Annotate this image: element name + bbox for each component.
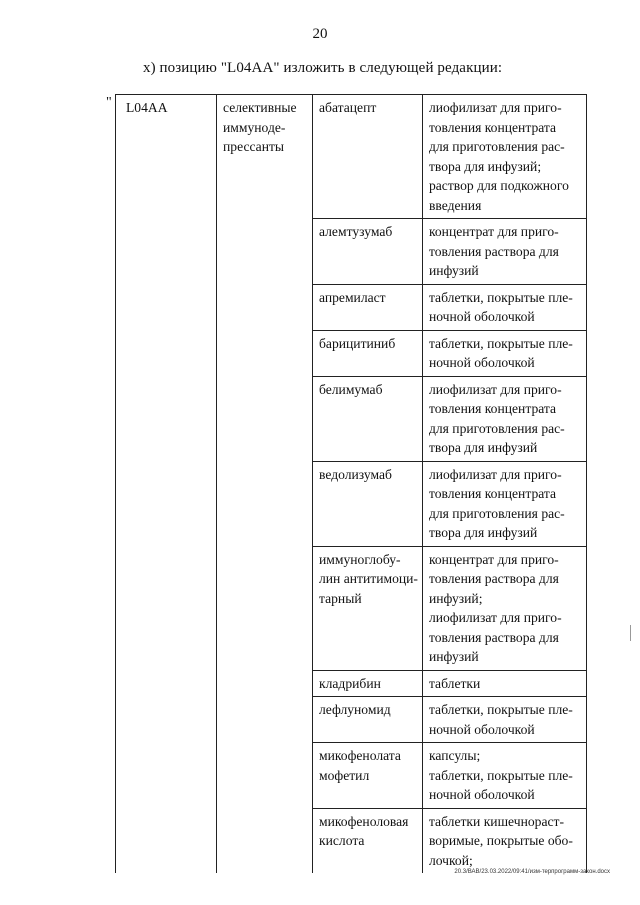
drug-name-line: иммуноглобу- <box>319 551 401 567</box>
dosage-form-line: товления раствора для <box>428 243 559 259</box>
table-body <box>116 95 587 874</box>
dosage-form-line: воримые, покрытые обо- <box>428 833 573 848</box>
dosage-form-line: ночной оболочкой <box>428 309 535 324</box>
drug-name-cell <box>313 376 423 461</box>
pharmacological-group-cell <box>217 95 313 874</box>
dosage-form-cell <box>422 808 586 873</box>
table-row <box>116 95 587 219</box>
dosage-form-line: ночной оболочкой <box>428 787 535 802</box>
drug-name-cell <box>313 219 423 285</box>
dosage-form-line: введения <box>428 197 482 213</box>
drug-name-cell <box>313 461 423 546</box>
drug-name-cell <box>313 284 423 330</box>
opening-quote: " <box>106 95 112 110</box>
dosage-form-line: таблетки кишечнораст- <box>428 813 564 829</box>
dosage-form-line: твора для инфузий <box>428 525 538 540</box>
drug-name-line: микофенолата <box>319 748 401 763</box>
dosage-form-line: ночной оболочкой <box>428 721 535 737</box>
amendment-intro: х) позицию "L04AA" изложить в следующей редакции: <box>143 60 503 76</box>
drug-name-line: ведолизумаб <box>319 466 392 482</box>
dosage-form-line: для приготовления рас- <box>428 505 565 521</box>
dosage-form-line: лиофилизат для приго- <box>428 100 562 115</box>
dosage-form-line: концентрат для приго- <box>428 224 559 239</box>
group-line: селективные <box>223 100 297 115</box>
drug-name-line: тарный <box>319 590 362 606</box>
dosage-form-line: капсулы; <box>428 748 481 763</box>
dosage-form-cell <box>422 670 586 697</box>
drug-name-cell <box>313 670 423 697</box>
dosage-form-line: таблетки, покрытые пле- <box>428 767 573 783</box>
drug-name-cell <box>313 546 423 670</box>
dosage-form-cell <box>422 284 586 330</box>
dosage-form-line: товления раствора для <box>428 571 559 586</box>
drug-name-line: абатацепт <box>319 100 377 115</box>
dosage-form-line: лиофилизат для приго- <box>428 610 562 625</box>
margin-mark <box>630 625 631 641</box>
dosage-form-line: товления раствора для <box>428 629 559 645</box>
drug-name-cell <box>313 697 423 743</box>
dosage-form-line: лиофилизат для приго- <box>428 466 562 482</box>
dosage-form-line: твора для инфузий <box>428 440 538 455</box>
drug-name-line: апремиласт <box>319 289 386 305</box>
dosage-form-cell <box>422 697 586 743</box>
page-number: 20 <box>312 26 328 42</box>
drug-name-cell <box>313 330 423 376</box>
dosage-form-line: раствор для подкожного <box>428 178 569 193</box>
dosage-form-line: таблетки, покрытые пле- <box>428 335 573 351</box>
dosage-form-cell <box>422 461 586 546</box>
dosage-form-cell <box>422 95 586 219</box>
atc-code-cell: L04AA <box>116 95 217 874</box>
dosage-form-line: таблетки, покрытые пле- <box>428 289 573 305</box>
footer-file-path: 20.3/ВАВ/23.03.2022/09:41/изм-терпрограмм-закон.docx <box>454 869 610 875</box>
dosage-form-line: ночной оболочкой <box>428 355 535 370</box>
dosage-form-line: для приготовления рас- <box>428 139 565 154</box>
dosage-form-line: таблетки <box>428 675 481 691</box>
dosage-form-line: инфузий <box>428 263 479 278</box>
group-line: иммуноде- <box>223 119 286 135</box>
drug-name-line: мофетил <box>319 767 370 783</box>
drug-name-cell <box>313 95 423 219</box>
dosage-form-line: лиофилизат для приго- <box>428 381 562 397</box>
dosage-form-line: твора для инфузий; <box>428 158 542 174</box>
drug-name-line: кислота <box>319 833 365 848</box>
drug-name-cell <box>313 808 423 873</box>
drug-name-line: кладрибин <box>319 675 381 691</box>
dosage-form-cell <box>422 376 586 461</box>
drug-name-cell <box>313 743 423 809</box>
drug-name-line: алемтузумаб <box>319 224 393 239</box>
dosage-form-line: инфузий <box>428 649 479 664</box>
dosage-form-line: товления концентрата <box>428 119 557 135</box>
dosage-form-line: лочкой; <box>428 852 473 868</box>
dosage-form-cell <box>422 743 586 809</box>
dosage-form-cell <box>422 330 586 376</box>
drug-name-line: белимумаб <box>319 381 383 397</box>
dosage-form-line: для приготовления рас- <box>428 420 565 436</box>
drug-name-line: лефлуномид <box>319 702 391 717</box>
group-line: прессанты <box>223 139 285 154</box>
dosage-form-line: таблетки, покрытые пле- <box>428 702 573 717</box>
dosage-form-line: товления концентрата <box>428 401 557 416</box>
dosage-form-cell <box>422 546 586 670</box>
drug-name-line: барицитиниб <box>319 335 396 351</box>
medication-table <box>115 94 587 873</box>
dosage-form-line: товления концентрата <box>428 486 557 501</box>
drug-name-line: микофеноловая <box>319 813 409 829</box>
dosage-form-line: инфузий; <box>428 590 483 606</box>
dosage-form-line: концентрат для приго- <box>428 551 559 567</box>
dosage-form-cell <box>422 219 586 285</box>
drug-name-line: лин антитимоци- <box>319 571 418 586</box>
